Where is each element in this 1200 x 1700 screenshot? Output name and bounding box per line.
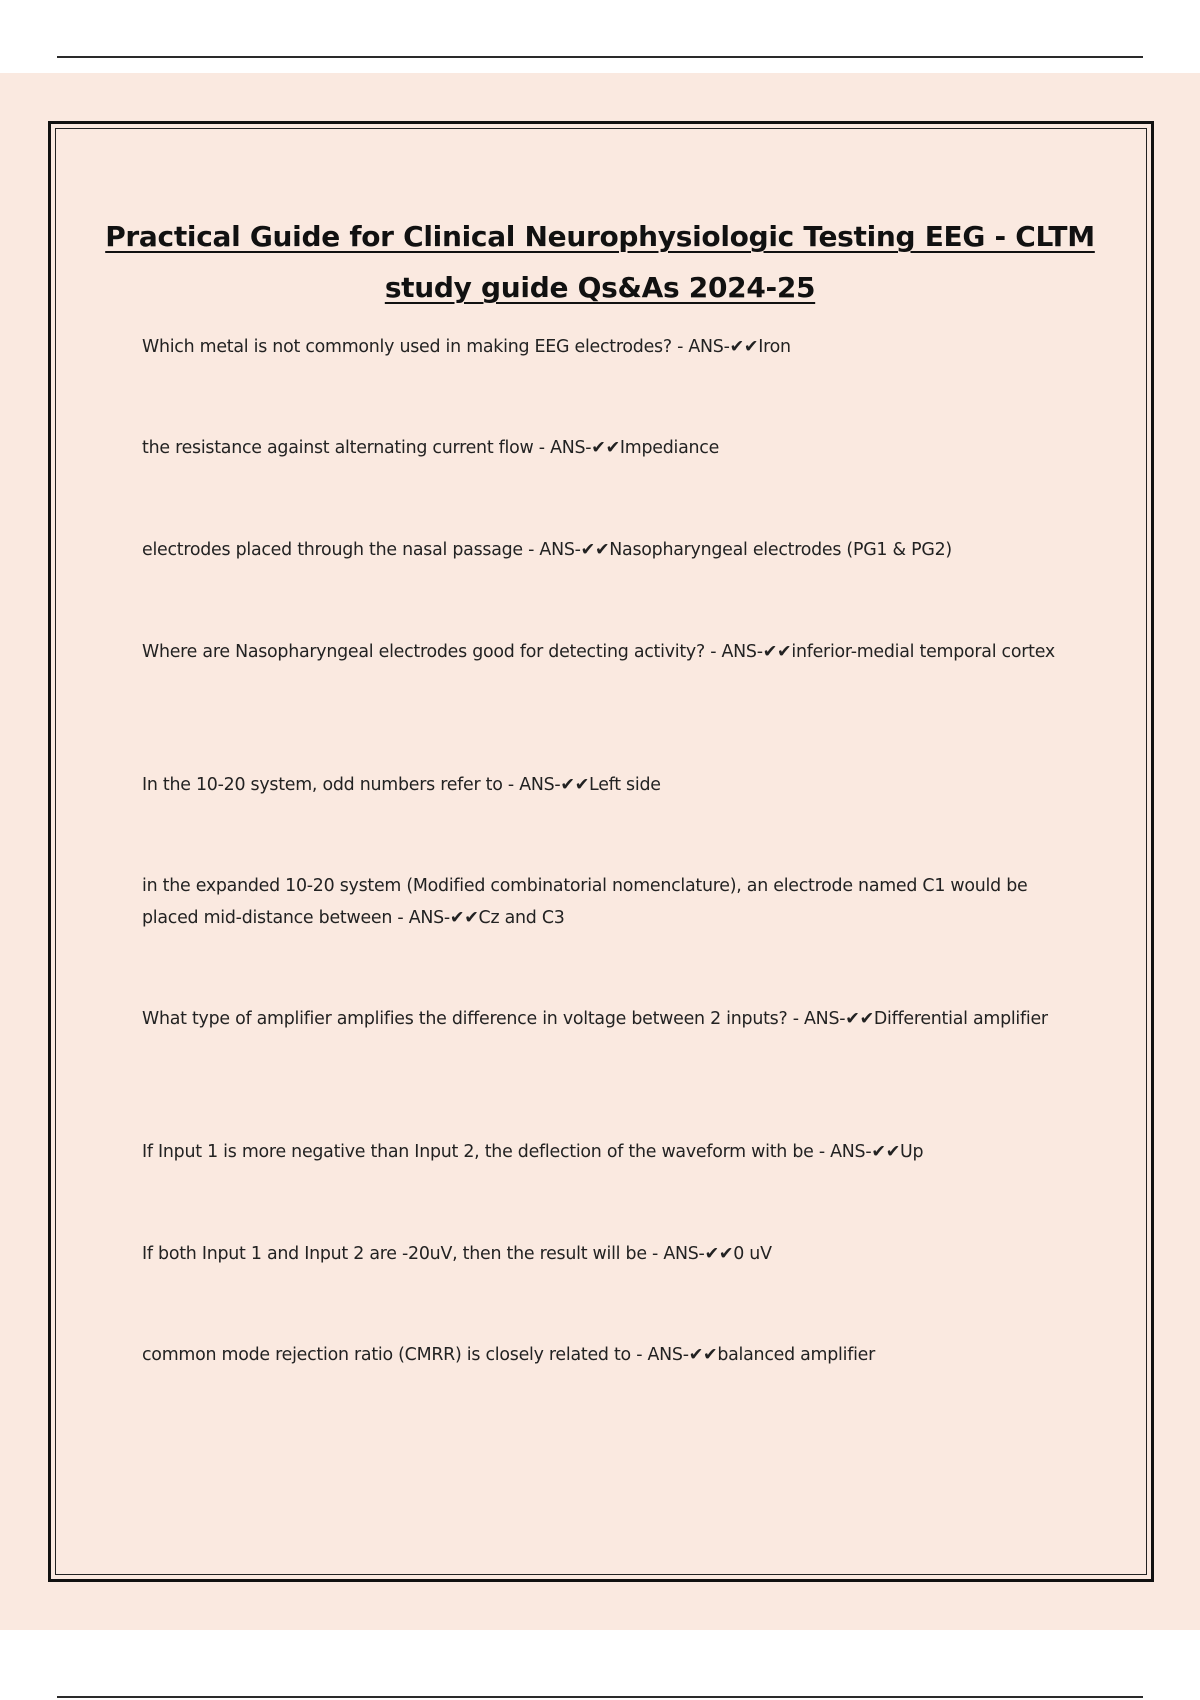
document-title: Practical Guide for Clinical Neurophysiologic Testing EEG - CLTM study guide Qs&As 2024-25	[105, 220, 1095, 304]
qa-item: Which metal is not commonly used in making EEG electrodes? - ANS-✔✔Iron	[142, 337, 791, 357]
qa-item: If both Input 1 and Input 2 are -20uV, then the result will be - ANS-✔✔0 uV	[142, 1244, 772, 1264]
qa-item: electrodes placed through the nasal passage - ANS-✔✔Nasopharyngeal electrodes (PG1 & PG2)	[142, 540, 952, 560]
qa-item: In the 10-20 system, odd numbers refer to - ANS-✔✔Left side	[142, 775, 661, 795]
top-rule	[57, 56, 1143, 58]
document-page	[0, 73, 1200, 1630]
qa-item: What type of amplifier amplifies the difference in voltage between 2 inputs? - ANS-✔✔Differential amplifier	[142, 1009, 1048, 1029]
qa-item: Where are Nasopharyngeal electrodes good for detecting activity? - ANS-✔✔inferior-medial temporal cortex	[142, 642, 1055, 662]
qa-item: If Input 1 is more negative than Input 2, the deflection of the waveform with be - ANS-✔✔Up	[142, 1142, 924, 1162]
qa-item: in the expanded 10-20 system (Modified combinatorial nomenclature), an electrode named C1 would be placed mid-distance between - ANS-✔✔Cz and C3	[142, 876, 1028, 928]
bottom-rule	[57, 1696, 1143, 1698]
qa-item: the resistance against alternating current flow - ANS-✔✔Impediance	[142, 438, 720, 458]
qa-item: common mode rejection ratio (CMRR) is closely related to - ANS-✔✔balanced amplifier	[142, 1345, 875, 1365]
